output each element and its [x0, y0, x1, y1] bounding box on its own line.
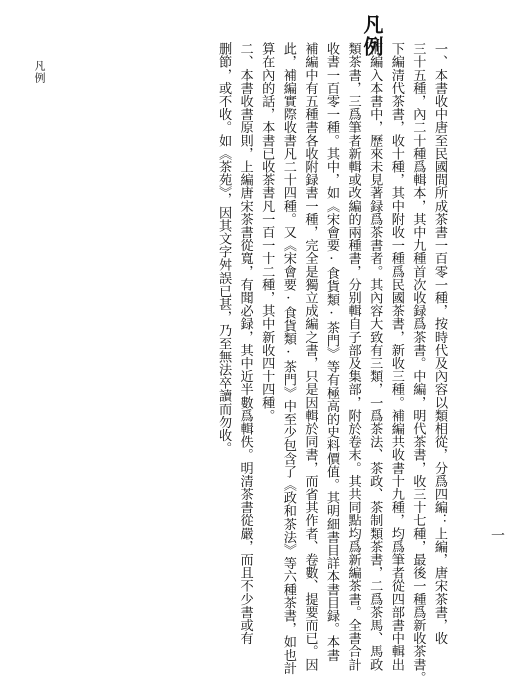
- text-line: 補編中有五種書各收附録書一種，完全是獨立成編之書，只是因輯於同書，而省其作者、卷數、提要而已。因: [302, 42, 318, 671]
- text-line: 三十五種，內二十種爲輯本，其中九種首次收録爲茶書。中編，明代茶書，收三十七種，最後一種爲新收茶書。: [410, 42, 426, 684]
- text-line: 下編清代茶書，收十種，其中附收一種爲民國茶書，新收三種。補編共收書十九種，均爲筆者從四部書中輯出: [388, 42, 404, 671]
- text-line: 此，補編實際收書凡二十四種。又《宋會要·食貨類·茶門》中至少包含了《政和茶法》等六種茶書，如也計: [280, 42, 296, 675]
- page-number: 一: [489, 528, 505, 542]
- text-line: 類茶書，三爲筆者新輯或改編的兩種書，分别輯自子部及集部，附於卷末。其共同點均爲新編茶書。全書合計: [345, 42, 361, 671]
- text-line: 删節，或不收。如《茶苑》，因其文字舛誤已甚，乃至無法卒讀而勿收。: [216, 42, 232, 455]
- text-line: 收書一百零一種。其中，如《宋會要·食貨類·茶門》等有極高的史料價值。其明細書目詳本書目録。本書: [324, 42, 340, 662]
- running-header: 凡例: [33, 60, 46, 84]
- text-line: 二、本書收書原則，上編唐宋茶書從寬，有聞必録，其中近半數爲輯佚。明清茶書從嚴，而且不少書或有: [237, 42, 253, 645]
- text-line: 而編入本書中，歷來未見著録爲茶書者。其內容大致有三類，一爲茶法、茶政、茶制類茶書，二爲茶馬、馬政: [367, 42, 383, 671]
- body-text: [212, 42, 450, 684]
- text-line: 算在內的話，本書已收茶書凡一百一十二種，其中新收四十四種。: [259, 42, 275, 422]
- page-title: 凡例: [360, 14, 384, 58]
- text-line: 一、本書收中唐至民國間所成茶書一百零一種，按時代及內容以類相從，分爲四編：上編，唐宋茶書，收: [432, 42, 447, 645]
